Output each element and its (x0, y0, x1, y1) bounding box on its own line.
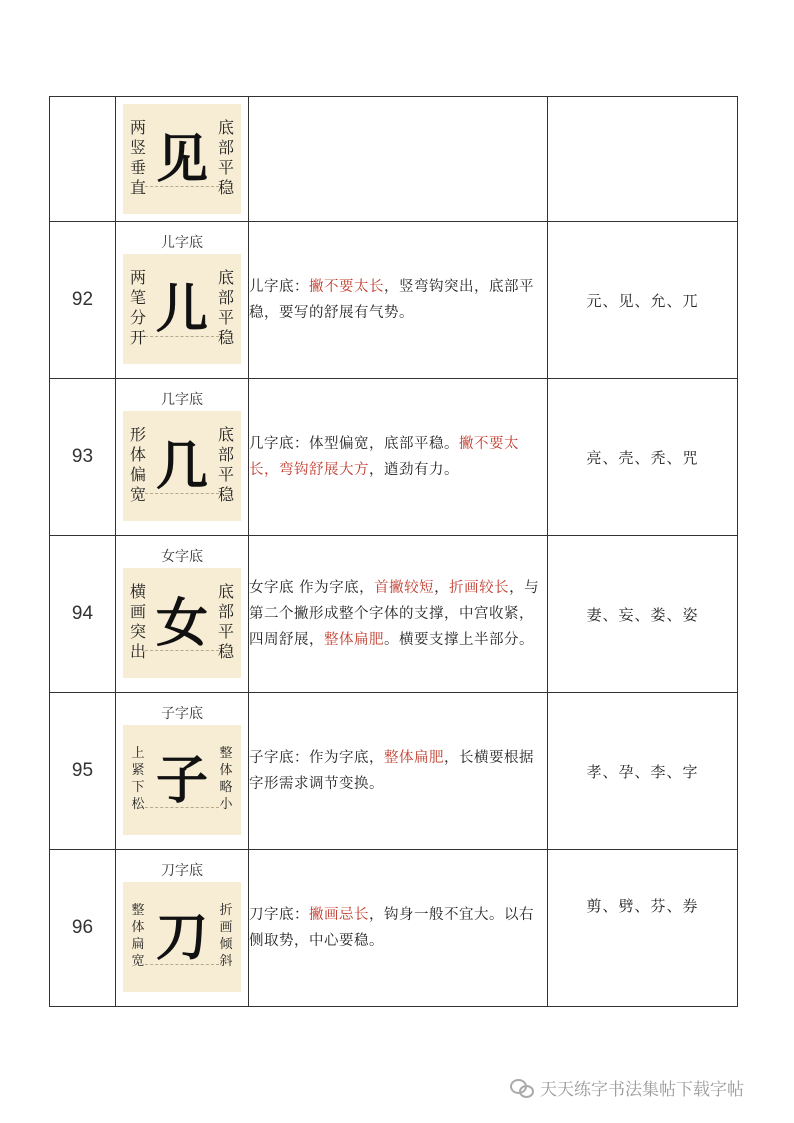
calligraphy-glyph: 子 (155, 749, 208, 811)
example-characters: 孝、孕、李、字 (548, 693, 738, 850)
radical-caption: 刀字底 (161, 863, 203, 879)
wechat-icon (510, 1079, 532, 1097)
example-image-cell (116, 379, 249, 536)
description-text: 几字底：体型偏宽，底部平稳。 (249, 436, 459, 452)
right-note: 整体略小 (219, 746, 233, 812)
description (249, 222, 548, 379)
row-number: 95 (50, 693, 116, 850)
calligraphy-glyph: 刀 (155, 906, 208, 968)
calligraphy-card (123, 254, 241, 364)
row-number: 96 (50, 850, 116, 1007)
radical-caption: 女字底 (161, 549, 203, 565)
watermark-text: 天天练字书法集帖下载字帖 (540, 1080, 744, 1100)
example-image-cell (116, 222, 249, 379)
example-image-cell (116, 693, 249, 850)
left-note: 两笔分开 (129, 268, 146, 347)
example-characters: 妻、妄、娄、姿 (548, 536, 738, 693)
row-number: 94 (50, 536, 116, 693)
calligraphy-table (49, 96, 738, 1007)
watermark (510, 1075, 744, 1100)
example-characters: 剪、劈、芬、券 (548, 850, 738, 1007)
right-note: 底部平稳 (217, 268, 234, 347)
example-characters: 亮、壳、秃、咒 (548, 379, 738, 536)
calligraphy-card (123, 568, 241, 678)
description-text: ，竖弯钩突出，底部平稳，要写的舒展有气势。 (249, 279, 534, 321)
example-image-cell (116, 97, 249, 222)
calligraphy-glyph: 儿 (155, 278, 208, 340)
table-row (50, 97, 738, 222)
highlight-text: 撇画忌长 (309, 907, 369, 923)
highlight-text: 撇不要太长，弯钩舒展大方 (249, 436, 519, 478)
description (249, 379, 548, 536)
description-text: ，长横要根据字形需求调节变换。 (249, 750, 534, 792)
description (249, 693, 548, 850)
description-text: ，遒劲有力。 (369, 462, 459, 478)
description (249, 97, 548, 222)
description-text: ，钩身一般不宜大。以右侧取势，中心要稳。 (249, 907, 534, 949)
calligraphy-card (123, 725, 241, 835)
right-note: 底部平稳 (217, 425, 234, 504)
highlight-text: 整体扁肥 (324, 632, 384, 648)
description-text: 儿字底： (249, 279, 309, 295)
calligraphy-glyph: 几 (155, 435, 208, 497)
description-text: 女字底 作为字底， (249, 580, 375, 596)
row-number: 92 (50, 222, 116, 379)
highlight-text: 首撇较短 (374, 580, 435, 596)
row-number: 93 (50, 379, 116, 536)
table-row (50, 693, 738, 850)
example-image-cell (116, 850, 249, 1007)
radical-caption: 子字底 (161, 706, 203, 722)
highlight-text: 撇不要太长 (309, 279, 384, 295)
left-note: 上紧下松 (131, 746, 145, 812)
description-text: 。横要支撑上半部分。 (384, 632, 534, 648)
description-text: ， (434, 580, 450, 596)
description-text: ，与第二个撇形成整个字体的支撑，中宫收紧，四周舒展， (249, 580, 540, 648)
description (249, 536, 548, 693)
calligraphy-card (123, 882, 241, 992)
description-text: 子字底：作为字底， (249, 750, 384, 766)
radical-caption: 儿字底 (161, 235, 203, 251)
example-characters (548, 97, 738, 222)
left-note: 形体偏宽 (129, 425, 146, 504)
radical-caption: 几字底 (161, 392, 203, 408)
calligraphy-glyph: 见 (155, 128, 208, 190)
description (249, 850, 548, 1007)
description-text: 刀字底： (249, 907, 309, 923)
example-characters: 元、见、允、兀 (548, 222, 738, 379)
highlight-text: 整体扁肥 (384, 750, 444, 766)
example-image-cell (116, 536, 249, 693)
calligraphy-glyph: 女 (155, 592, 208, 654)
right-note: 折画倾斜 (219, 903, 233, 969)
right-note: 底部平稳 (217, 118, 234, 197)
left-note: 整体扁宽 (131, 903, 145, 969)
row-number (50, 97, 116, 222)
table-row (50, 379, 738, 536)
table-row (50, 850, 738, 1007)
right-note: 底部平稳 (217, 582, 234, 661)
table-row (50, 536, 738, 693)
calligraphy-card (123, 104, 241, 214)
table-body (50, 97, 738, 1007)
highlight-text: 折画较长 (449, 580, 510, 596)
left-note: 两竖垂直 (129, 118, 146, 197)
calligraphy-card (123, 411, 241, 521)
table-row (50, 222, 738, 379)
left-note: 横画突出 (129, 582, 146, 661)
